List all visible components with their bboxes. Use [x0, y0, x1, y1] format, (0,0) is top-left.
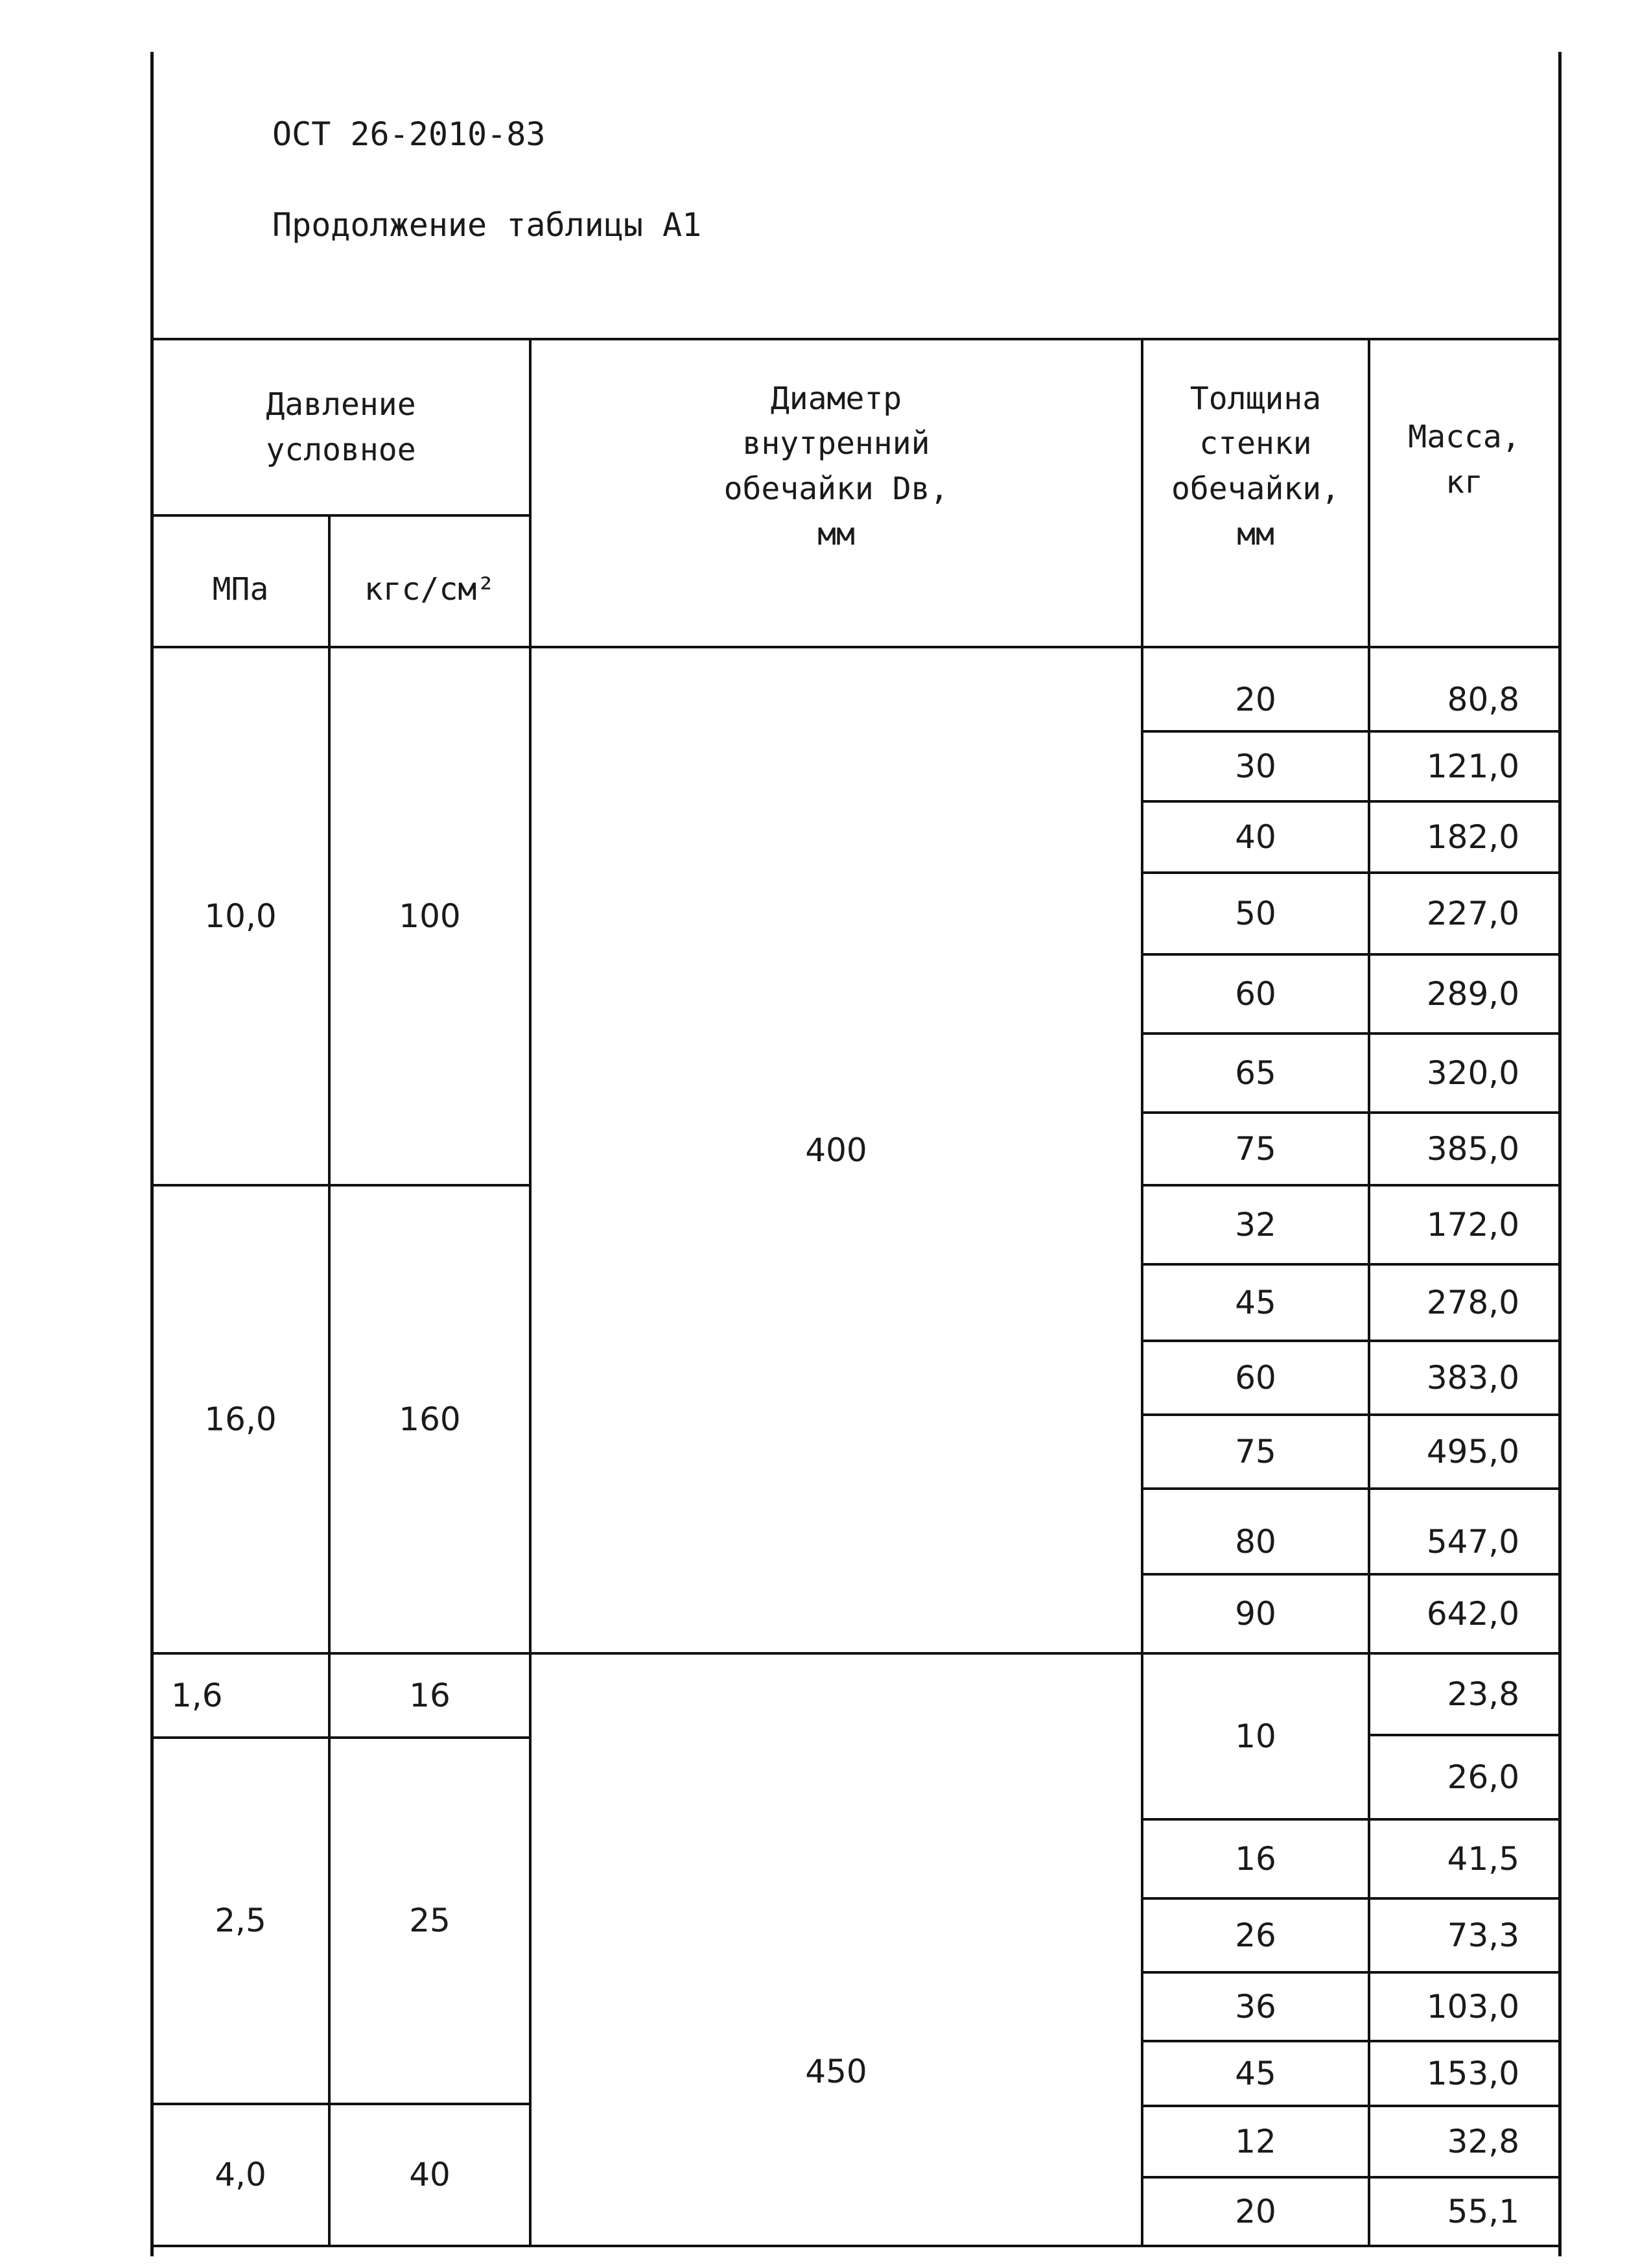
thickness-cell: 45 [1235, 1283, 1276, 1321]
mass-cell: 32,8 [1447, 2122, 1519, 2160]
mass-cell: 278,0 [1426, 1283, 1519, 1321]
mass-cell: 80,8 [1447, 680, 1519, 718]
group-mpa: 16,0 [204, 1400, 277, 1438]
document-code: ОСТ 26-2010-83 [272, 115, 546, 153]
mass-cell: 73,3 [1447, 1916, 1519, 1954]
mass-cell: 121,0 [1426, 747, 1519, 785]
mass-cell: 103,0 [1426, 1987, 1519, 2026]
thickness-cell: 65 [1235, 1054, 1276, 1092]
group-kgs: 40 [409, 2156, 451, 2194]
thickness-cell: 60 [1235, 975, 1276, 1013]
thickness-cell: 50 [1235, 894, 1276, 932]
mass-cell: 172,0 [1426, 1205, 1519, 1244]
header-mpa: МПа [212, 571, 269, 608]
thickness-cell: 60 [1235, 1358, 1276, 1397]
thickness-cell: 30 [1235, 747, 1276, 785]
group-mpa: 1,6 [171, 1676, 223, 1714]
thickness-cell: 40 [1235, 818, 1276, 856]
thickness-cell: 32 [1235, 1205, 1276, 1244]
mass-cell: 383,0 [1426, 1358, 1519, 1397]
group-mpa: 4,0 [215, 2156, 266, 2194]
thickness-cell: 45 [1235, 2054, 1276, 2092]
thickness-cell: 90 [1235, 1594, 1276, 1633]
mass-cell: 642,0 [1426, 1594, 1519, 1633]
mass-cell: 153,0 [1426, 2054, 1519, 2092]
thickness-cell: 10 [1235, 1717, 1276, 1755]
thickness-cell: 36 [1235, 1987, 1276, 2026]
mass-cell: 55,1 [1447, 2192, 1519, 2230]
thickness-cell: 12 [1235, 2122, 1276, 2160]
group-kgs: 160 [399, 1400, 461, 1438]
diameter-cell: 450 [805, 2052, 867, 2090]
mass-cell: 41,5 [1447, 1839, 1519, 1878]
header-thickness: Толщина стенки обечайки, мм [1171, 380, 1340, 552]
thickness-cell: 75 [1235, 1432, 1276, 1471]
group-kgs: 25 [409, 1902, 451, 1940]
header-mass: Масса, кг [1408, 419, 1521, 501]
mass-cell: 26,0 [1447, 1758, 1519, 1796]
mass-cell: 385,0 [1426, 1129, 1519, 1168]
group-kgs: 100 [399, 897, 461, 935]
group-mpa: 2,5 [215, 1902, 266, 1940]
thickness-cell: 20 [1235, 2192, 1276, 2230]
mass-cell: 495,0 [1426, 1432, 1519, 1471]
mass-cell: 320,0 [1426, 1054, 1519, 1092]
mass-cell: 23,8 [1447, 1675, 1519, 1713]
thickness-cell: 16 [1235, 1839, 1276, 1878]
mass-cell: 289,0 [1426, 975, 1519, 1013]
group-kgs: 16 [409, 1676, 451, 1714]
mass-cell: 547,0 [1426, 1522, 1519, 1561]
thickness-cell: 80 [1235, 1522, 1276, 1561]
header-kgs: кгс/см² [364, 571, 496, 608]
diameter-cell: 400 [805, 1131, 867, 1169]
header-diameter: Диаметр внутренний обечайки Dв, мм [723, 380, 949, 552]
mass-cell: 227,0 [1426, 894, 1519, 932]
group-mpa: 10,0 [204, 897, 277, 935]
mass-cell: 182,0 [1426, 818, 1519, 856]
thickness-cell: 20 [1235, 680, 1276, 718]
thickness-cell: 75 [1235, 1129, 1276, 1168]
thickness-cell: 26 [1235, 1916, 1276, 1954]
header-pressure: Давление условное [266, 386, 416, 468]
table-continuation-caption: Продолжение таблицы А1 [272, 206, 702, 244]
